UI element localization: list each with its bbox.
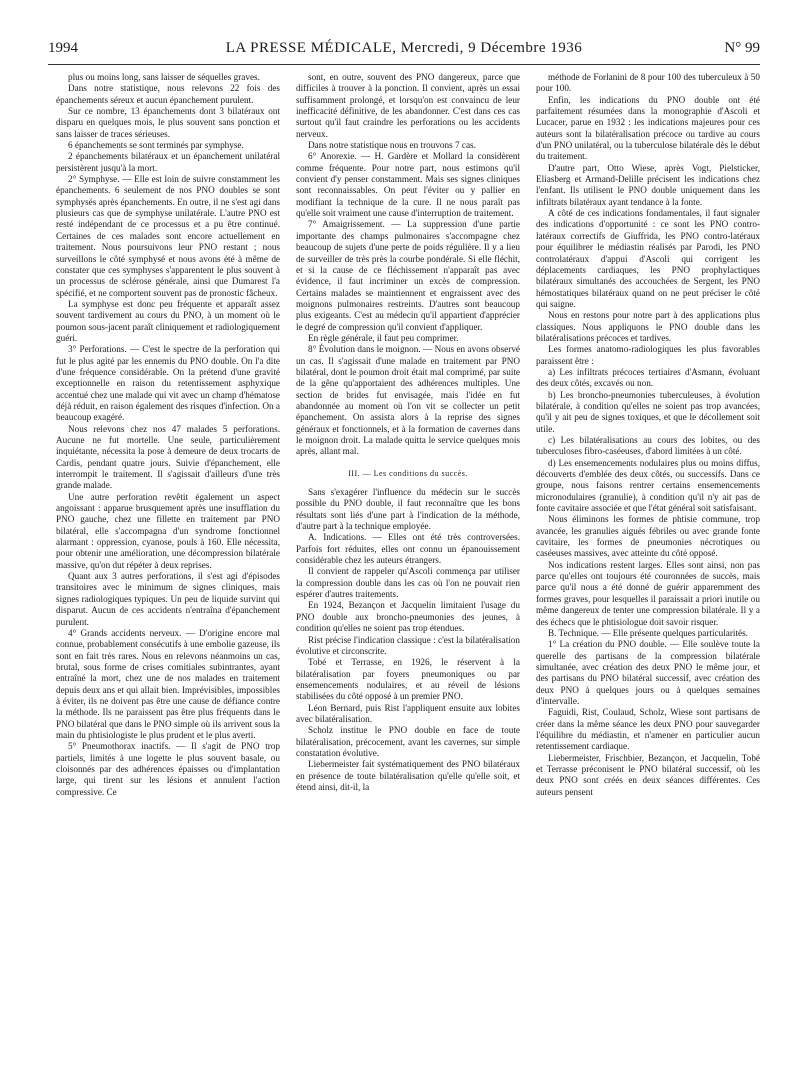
paragraph: d) Les ensemencements nodulaires plus ou moins diffus, découverts d'emblée des deux côtés, ou successifs. Dans ce groupe, nous faisons rentrer certains ensemencements micronodulaires (granulie), à condition qu'il n'y ait pas de fonte cavitaire associée et que l'état général soit satisfaisant. [536, 457, 760, 514]
paragraph: Léon Bernard, puis Rist l'appliquent ensuite aux lobites avec bilatéralisation. [296, 702, 520, 724]
page-header [48, 40, 760, 62]
paragraph: D'autre part, Otto Wiese, après Vogt, Pielsticker, Eliasberg et Armand-Delille précisent les indications chez l'enfant. Ils utilisent le PNO double uniquement dans les infiltrats bilatéraux ayant tendance à la fonte. [536, 162, 760, 207]
paragraph: b) Les broncho-pneumonies tuberculeuses, à évolution bilatérale, à condition qu'elles ne soient pas trop avancées, qu'il y ait peu de signes toxiques, et que le décollement soit utile. [536, 389, 760, 434]
paragraph: Une autre perforation revêtit également un aspect angoissant : apparue brusquement après une insufflation du PNO gauche, chez une fillette en traitement par PNO bilatéral, elle s'accompagna d'un syndrome fonctionnel alarmant : oppression, cyanose, pouls à 160. Elle nécessita, pour obtenir une amélioration, une décompression bilatérale massive, qu'on dut répéter à deux reprises. [56, 491, 280, 570]
paragraph: Les formes anatomo-radiologiques les plus favorables paraissent être : [536, 344, 760, 366]
paragraph: En règle générale, il faut peu comprimer. [308, 332, 459, 343]
paragraph: c) Les bilatéralisations au cours des lobites, ou des tuberculoses fibro-caséeuses, d'abord limitées à un côté. [536, 435, 760, 457]
paragraph: Sans s'exagérer l'influence du médecin sur le succès possible du PNO double, il faut reconnaître que les bons résultats sont liés d'une part à l'indication de la méthode, d'autre part à la technique employée. [296, 487, 520, 532]
paragraph: 8° Évolution dans le moignon. — Nous en avons observé un cas. Il s'agissait d'une malade en traitement par PNO bilatéral, dont le poumon droit était mal comprimé, par suite de la gêne qu'apportaient des adhérences multiples. Une section de brides fut envisagée, mais l'idée en fut abandonnée au moment où l'on vit se collecter un petit épanchement. On assista alors à la reprise des signes généraux et fonctionnels, et à la formation de cavernes dans le moignon droit. La malade quitta le service quelques mois après, allant mal. [296, 344, 520, 457]
paragraph: Sur ce nombre, 13 épanchements dont 3 bilatéraux ont disparu en quelques mois, le plus souvent sans ponction et sans laisser de traces sérieuses. [56, 106, 280, 139]
paragraph: 6 épanchements se sont terminés par symphyse. [68, 140, 244, 151]
paragraph: En 1924, Bezançon et Jacquelin limitaient l'usage du PNO double aux broncho-pneumonies des jeunes, à condition qu'elles ne soient pas trop étendues. [296, 600, 520, 634]
column-1 [56, 72, 280, 798]
column-3 [536, 72, 760, 798]
paragraph: 2° Symphyse. — Elle est loin de suivre constamment les épanchements. 6 seulement de nos PNO doubles se sont symphysés après épanchements. En outre, il ne s'est agi dans plusieurs cas que de symphyse unilatérale. L'autre PNO est resté indépendant de ce processus et a pu être continué. Certaines de ces malades sont encore actuellement en traitement. Nous poursuivons leur PNO restant ; nous surveillons le côté symphysé et nous avons été à même de constater que ces symphyses s'apparentent le plus souvent à un processus de sclérose générale, ainsi que Dumarest l'a spécifié, et ne comportent souvent pas de pronostic fâcheux. [56, 174, 280, 298]
paragraph: Il convient de rappeler qu'Ascoli commença par utiliser la compression double dans les cas où l'on ne pouvait rien espérer d'autres traitements. [296, 566, 520, 600]
paragraph: A. Indications. — Elles ont été très controversées. Parfois fort réduites, elles ont connu un épanouissement considérable chez les auteurs étrangers. [296, 532, 520, 566]
header-rule [48, 64, 760, 65]
paragraph: a) Les infiltrats précoces tertiaires d'Asmann, évoluant des deux côtés, excavés ou non. [536, 366, 760, 389]
paragraph: 7° Amaigrissement. — La suppression d'une partie importante des champs pulmonaires s'accompagne chez beaucoup de sujets d'une perte de poids régulière. Il y a lieu de surveiller de très près la courbe pondérale. Si elle fléchit, et si la cause de ce fléchissement n'apparaît pas avec évidence, il faut incriminer un excès de compression. Certains malades se maintiennent et engraissent avec des moignons pulmonaires restreints. D'autres sont beaucoup plus exigeants. C'est au médecin qu'il appartient d'apprécier le degré de compression qu'il convient d'appliquer. [296, 219, 520, 332]
paragraph: Rist précise l'indication classique : c'est la bilatéralisation évolutive et circonscrite. [296, 634, 520, 656]
issue-number: N° 99 [724, 40, 760, 56]
paragraph: La symphyse est donc peu fréquente et apparaît assez souvent tardivement au cours du PNO, à un moment où le poumon sous-jacent paraît cliniquement et radiologiquement guéri. [56, 298, 280, 343]
paragraph: sont, en outre, souvent des PNO dangereux, parce que difficiles à trouver à la ponction. Il convient, après un essai suffisamment prolongé, et lorsqu'on est convaincu de leur inefficacité définitive, de les abandonner. C'est dans ces cas surtout qu'il faut craindre les perforations ou les accidents nerveux. [296, 72, 520, 139]
paragraph: Nous éliminons les formes de phtisie commune, trop avancée, les granulies aiguës fébriles ou avec grande fonte cavitaire, les formes de pneumonies nécrotiques ou caséeuses massives, avec atteinte du côté opposé. [536, 514, 760, 559]
paragraph: Dans notre statistique, nous relevons 22 fois des épanchements séreux et aucun épanchement purulent. [56, 83, 280, 105]
paragraph: 5° Pneumothorax inactifs. — Il s'agit de PNO trop partiels, limités à une logette le plus souvent basale, ou cloisonnés par des adhérences épaisses ou d'implantation large, qui tirent sur les lésions et annulent l'action compressive. Ce [56, 741, 280, 797]
column-2 [296, 72, 520, 793]
page-number: 1994 [48, 40, 78, 56]
paragraph: méthode de Forlanini de 8 pour 100 des tuberculeux à 50 pour 100. [536, 72, 760, 94]
paragraph: 4° Grands accidents nerveux. — D'origine encore mal connue, probablement consécutifs à une embolie gazeuse, ils sont en fait très rares. Nous en relevons néanmoins un cas, brutal, sous forme de crises comitiales subintrantes, ayant entraîné la mort, chez une de nos malades en traitement depuis deux ans et qui allait bien. Imprévisibles, impossibles à éviter, ils ne doivent pas être une cause de défiance contre la méthode. Ils ne paraissent pas être plus fréquents dans le PNO bilatéral que dans le PNO simple où ils arrivent sous la main du phtisiologiste le plus prudent et le plus averti. [56, 627, 280, 740]
paragraph: B. Technique. — Elle présente quelques particularités. [548, 627, 748, 638]
paragraph: Dans notre statistique nous en trouvons 7 cas. [308, 140, 476, 151]
paragraph: A côté de ces indications fondamentales, il faut signaler des indications d'opportunité : ce sont les PNO contro-latéraux correctifs de Giuffrida, les PNO contro-latéraux pour équilibrer le médiastin réalisés par Parodi, les PNO controlatéraux d'appui d'Ascoli qui corrigent les déplacements cardiaques, les PNO prophylactiques bilatéraux simultanés des accouchées de Sergent, les PNO hémostatiques bilatéraux quand on ne peut préciser le côté qui saigne. [536, 208, 760, 309]
paragraph: Nos indications restent larges. Elles sont ainsi, non pas parce qu'elles ont toujours été couronnées de succès, mais parce qu'il nous a été donné de guérir apparemment des formes graves, pour lesquelles il paraissait a priori inutile ou même dangereux de tenter une compression bilatérale. Il y a des échecs que le phtisiologue doit savoir risquer. [536, 559, 760, 627]
paragraph: plus ou moins long, sans laisser de séquelles graves. [68, 72, 260, 82]
paragraph: 1° La création du PNO double. — Elle soulève toute la querelle des partisans de la compression bilatérale simultanée, avec création des deux PNO le même jour, et des partisans du PNO bilatéral successif, avec création des deux PNO à quelques jours ou à quelques semaines d'intervalle. [536, 639, 760, 706]
journal-title: LA PRESSE MÉDICALE, Mercredi, 9 Décembre 1936 [225, 40, 583, 56]
paragraph: Quant aux 3 autres perforations, il s'est agi d'épisodes transitoires avec le minimum de signes cliniques, mais signes radiologiques typiques. Un peu de liquide survint qui disparut. Aucun de ces accidents n'entraîna d'épanchement purulent. [56, 571, 280, 627]
paragraph: Tobé et Terrasse, en 1926, le réservent à la bilatéralisation par foyers pneumoniques ou par ensemencements nodulaires, et au réveil de lésions stabilisées du côté opposé à un premier PNO. [296, 657, 520, 702]
paragraph: 6° Anorexie. — H. Gardère et Mollard la considèrent comme fréquente. Pour notre part, nous estimons qu'il convient d'y penser constamment. Mais ses signes cliniques sont reconnaissables. On peut l'éviter ou y pallier en modifiant la technique de la cure. Il ne nous paraît pas qu'elle soit vraiment une cause d'interruption de traitement. [296, 151, 520, 219]
paragraph: Liebermeister fait systématiquement des PNO bilatéraux en présence de toute bilatéralisation qu'elle qu'elle soit, et étend ainsi, dit-il, la [296, 759, 520, 792]
section-heading: III. — Les conditions du succès. [348, 468, 468, 478]
paragraph: 3° Perforations. — C'est le spectre de la perforation qui fut le plus agité par les ennemis du PNO double. On l'a dite d'une fréquence considérable. On la prétend d'une gravité exceptionnelle en raison du retentissement asphyxique accentué chez une malade qui vit avec un champ d'hématose déjà réduit, en raison également des risques d'infection. On a beaucoup exagéré. [56, 344, 280, 423]
paragraph: 2 épanchements bilatéraux et un épanchement unilatéral persistèrent jusqu'à la mort. [56, 151, 280, 173]
paragraph: Scholz institue le PNO double en face de toute bilatéralisation, précocement, avant les cavernes, sur simple constatation évolutive. [296, 725, 520, 758]
paragraph: Liebermeister, Frischbier, Bezançon, et Jacquelin, Tobé et Terrasse préconisent le PNO bilatéral successif, où les deux PNO sont créés en deux séances différentes. Ces auteurs pensent [536, 752, 760, 797]
paragraph: Nous en restons pour notre part à des applications plus classiques. Nous appliquons le PNO double dans les bilatéralisations précoces et tardives. [536, 310, 760, 343]
paragraph: Faguidi, Rist, Coulaud, Scholz, Wiese sont partisans de créer dans la même séance les deux PNO pour sauvegarder l'équilibre du médiastin, et n'amener en particulier aucun retentissement cardiaque. [536, 707, 760, 752]
paragraph: Enfin, les indications du PNO double ont été parfaitement résumées dans la monographie d'Ascoli et Lucacer, parue en 1932 : les indications majeures pour ces auteurs sont la bilatéralisation précoce ou tardive au cours d'un PNO unilatéral, ou la tuberculose bilatérale dès le début du traitement. [536, 94, 760, 162]
paragraph: Nous relevons chez nos 47 malades 5 perforations. Aucune ne fut mortelle. Une seule, particulièrement inquiétante, nécessita la pose à demeure de deux trocarts de Cardis, pendant quatre jours. Suivie d'épanchement, elle interrompit le traitement. Il s'agissait d'ailleurs d'une très grande malade. [56, 423, 280, 491]
